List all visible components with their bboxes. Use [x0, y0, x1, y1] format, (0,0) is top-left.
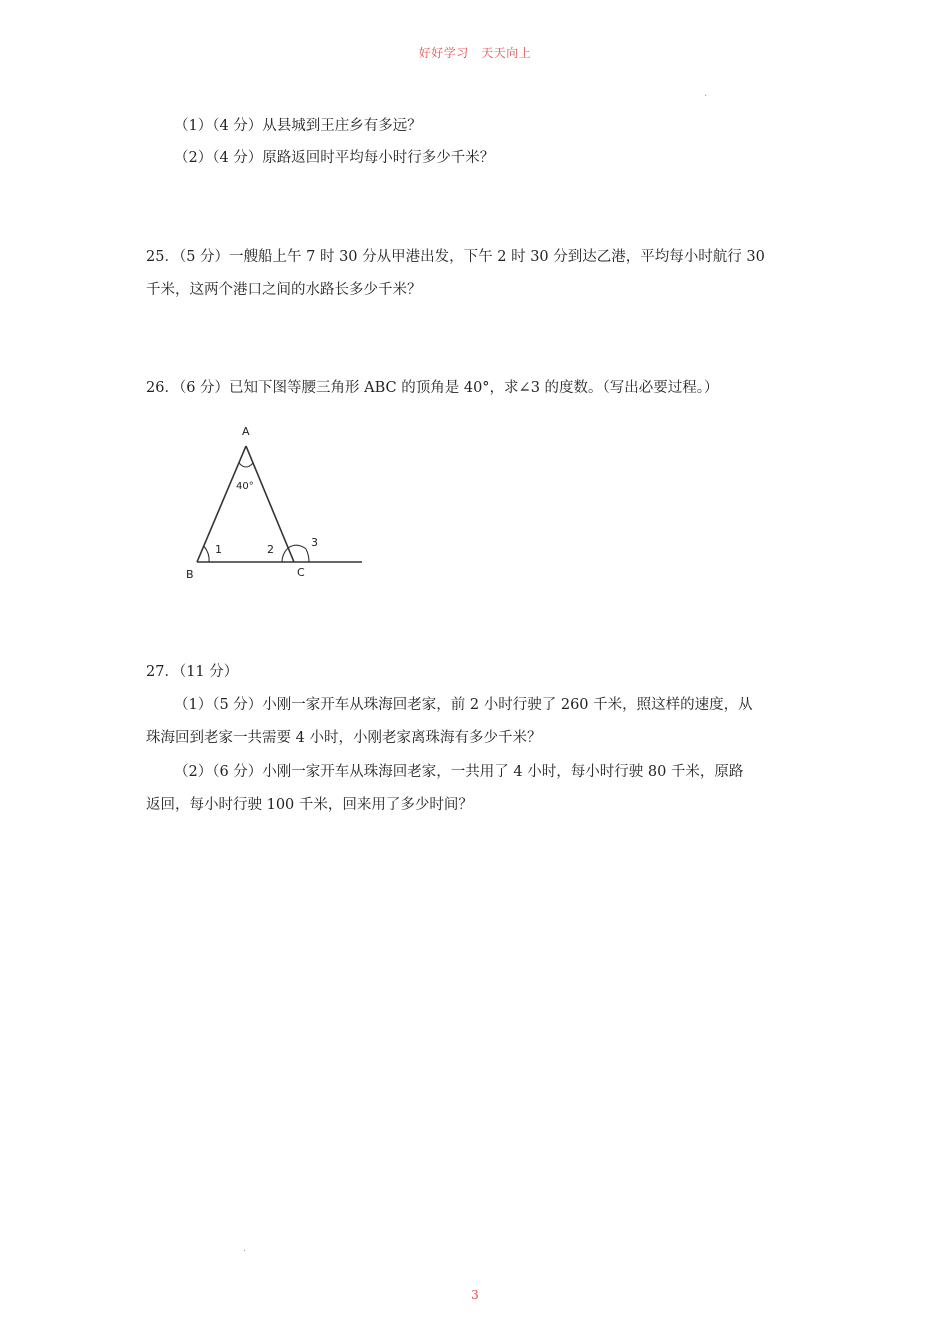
label-angle-2: 2 [267, 543, 274, 556]
page-number: 3 [471, 1288, 479, 1302]
q25-line2: 千米，这两个港口之间的水路长多少千米？ [146, 282, 422, 298]
q24-part2: （2）（4 分）原路返回时平均每小时行多少千米？ [174, 150, 495, 166]
label-a: A [242, 425, 250, 438]
speck-mark: . [704, 88, 708, 99]
speck-mark: . [243, 1243, 247, 1254]
label-angle-1: 1 [215, 543, 222, 556]
q24-part1: （1）（4 分）从县城到王庄乡有多远？ [174, 118, 422, 134]
label-angle-top: 40° [236, 481, 254, 492]
triangle-diagram [175, 418, 375, 588]
arc-top [239, 463, 253, 467]
label-c: C [297, 566, 305, 579]
q27-part2-line2: 返回，每小时行驶 100 千米，回来用了多少时间？ [146, 797, 473, 813]
label-b: B [186, 568, 194, 581]
q25-line1: 25．（5 分）一艘船上午 7 时 30 分从甲港出发，下午 2 时 30 分到达乙港，平均每小时航行 30 [146, 249, 765, 265]
page-header: 好好学习 天天向上 [418, 46, 532, 60]
q27-part1-line2: 珠海回到老家一共需要 4 小时，小刚老家离珠海有多少千米？ [146, 730, 542, 746]
label-angle-3: 3 [311, 536, 318, 549]
arc-1 [204, 546, 209, 562]
q27-title: 27．（11 分） [146, 664, 239, 680]
q27-part2-line1: （2）（6 分）小刚一家开车从珠海回老家，一共用了 4 小时，每小时行驶 80 千米，原路 [174, 764, 744, 780]
triangle-figure [175, 418, 375, 588]
arc-2 [282, 548, 288, 562]
q26-line1: 26．（6 分）已知下图等腰三角形 ABC 的顶角是 40°，求∠3 的度数。（写出必要过程。） [146, 380, 719, 396]
q27-part1-line1: （1）（5 分）小刚一家开车从珠海回老家，前 2 小时行驶了 260 千米，照这样的速度，从 [174, 697, 753, 713]
